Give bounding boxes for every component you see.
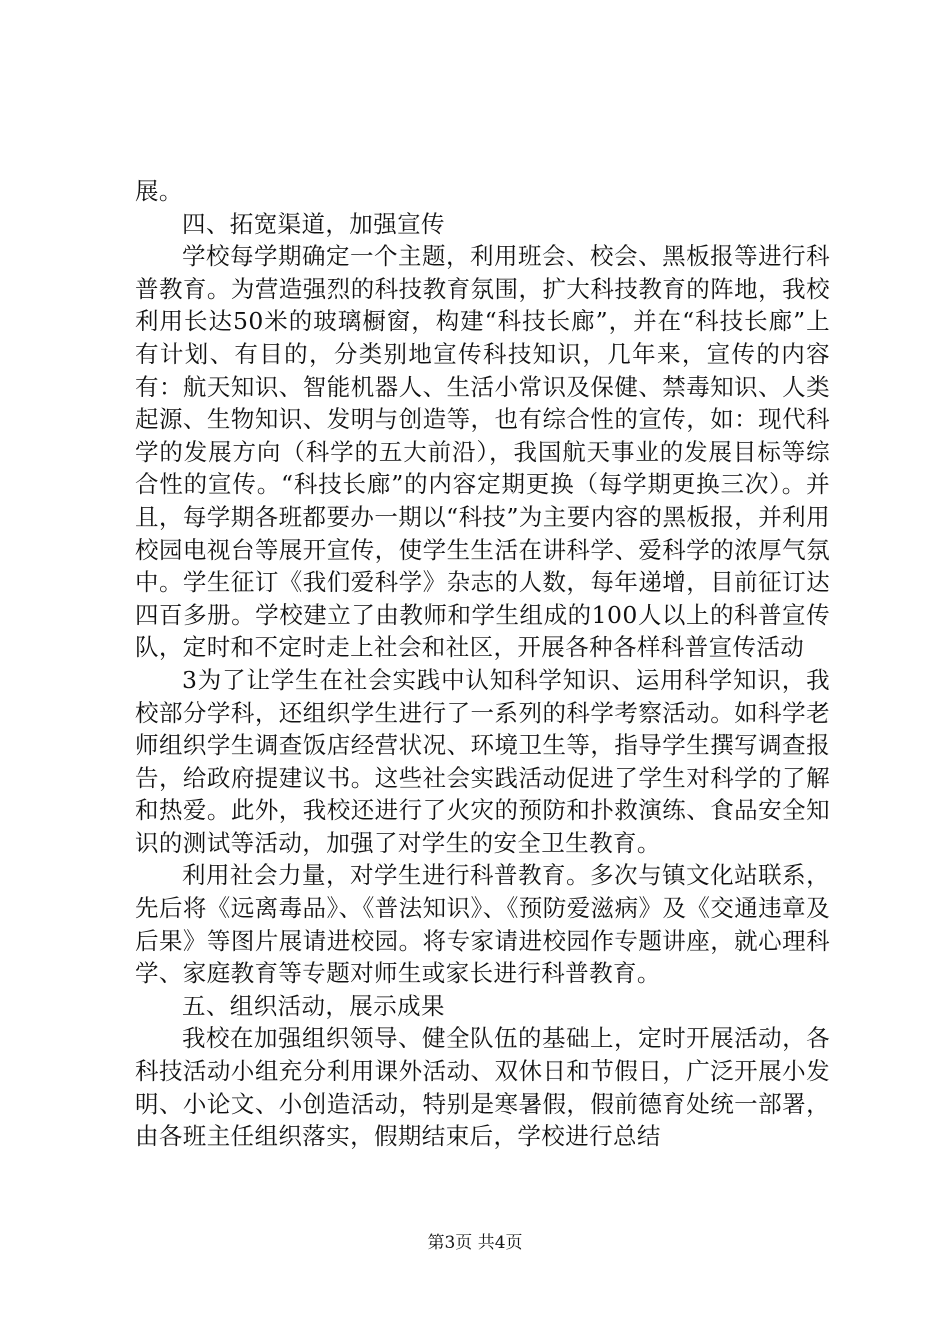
paragraph-activities: 我校在加强组织领导、健全队伍的基础上，定时开展活动，各科技活动小组充分利用课外活动、双休日和节假日，广泛开展小发明、小论文、小创造活动，特别是寒暑假，假前德育处统一部署，由各班主任组织落实，假期结束后，学校进行总结 [135, 1024, 830, 1151]
paragraph-social-resources: 利用社会力量，对学生进行科普教育。多次与镇文化站联系，先后将《远离毒品》、《普法知识》、《预防爱滋病》及《交通违章及后果》等图片展请进校园。将专家请进校园作专题讲座，就心理科学、家庭教育等专题对师生或家长进行科普教育。 [135, 861, 830, 988]
section-heading-4: 四、拓宽渠道，加强宣传 [182, 209, 445, 238]
section-heading-5: 五、组织活动，展示成果 [182, 991, 445, 1020]
paragraph-continuation: 展。 [135, 177, 183, 205]
paragraph-publicity: 学校每学期确定一个主题，利用班会、校会、黑板报等进行科普教育。为营造强烈的科技教育氛围，扩大科技教育的阵地，我校利用长达50米的玻璃橱窗，构建“科技长廊”，并在“科技长廊”上有计划、有目的，分类别地宣传科技知识，几年来，宣传的内容有：航天知识、智能机器人、生活小常识及保健、禁毒知识、人类起源、生物知识、发明与创造等，也有综合性的宣传，如：现代科学的发展方向（科学的五大前沿），我国航天事业的发展目标等综合性的宣传。“科技长廊”的内容定期更换（每学期更换三次）。并且，每学期各班都要办一期以“科技”为主要内容的黑板报，并利用校园电视台等展开宣传，使学生生活在讲科学、爱科学的浓厚气氛中。学生征订《我们爱科学》杂志的人数，每年递增，目前征订达四百多册。学校建立了由教师和学生组成的100人以上的科普宣传队，定时和不定时走上社会和社区，开展各种各样科普宣传活动 [135, 242, 830, 662]
document-body [135, 175, 830, 1153]
page-number: 第3页 共4页 [427, 1233, 523, 1253]
paragraph-social-practice: 3为了让学生在社会实践中认知科学知识、运用科学知识，我校部分学科，还组织学生进行了一系列的科学考察活动。如科学老师组织学生调查饭店经营状况、环境卫生等，指导学生撰写调查报告，给政府提建议书。这些社会实践活动促进了学生对科学的了解和热爱。此外，我校还进行了火灾的预防和扑救演练、食品安全知识的测试等活动，加强了对学生的安全卫生教育。 [135, 665, 830, 857]
page-footer [0, 1232, 950, 1254]
